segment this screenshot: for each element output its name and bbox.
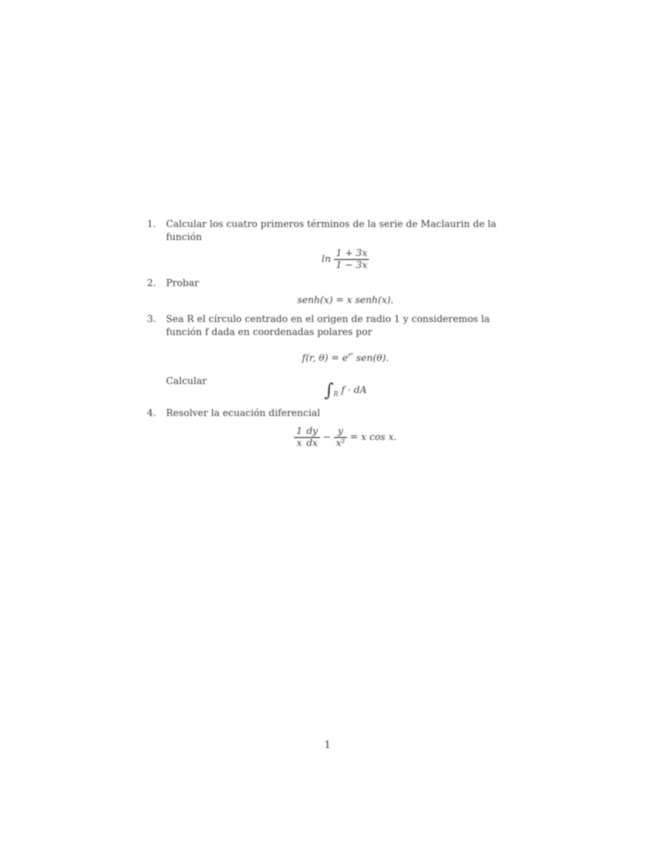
- exercise-list: [147, 218, 525, 455]
- exercise-2: [147, 277, 525, 307]
- fraction: [304, 426, 319, 449]
- exercise-text: Resolver la ecuación diferencial: [166, 408, 321, 420]
- numerator: 1 + 3x: [335, 248, 368, 259]
- exercise-text: Sea R el círculo centrado en el origen de radio 1 y consideremos la función f dada en coordenadas polares por: [166, 314, 490, 338]
- integral-domain: R: [333, 391, 339, 399]
- denominator: 1 − 3x: [335, 260, 368, 271]
- equation-superscript: r²: [347, 352, 354, 359]
- exercise-number: 1.: [147, 219, 157, 230]
- numerator: dy: [306, 426, 318, 438]
- equation: [166, 349, 525, 365]
- equation-main: f(r, θ) = e: [302, 353, 348, 365]
- equation-prefix: ln: [321, 254, 331, 265]
- exercise-text: Probar: [166, 278, 199, 289]
- exercise-1: [147, 218, 525, 271]
- exercise-number: 4.: [147, 408, 157, 420]
- equation-rhs: = x cos x.: [350, 432, 397, 444]
- equation: [166, 426, 525, 449]
- exercise-note: Calcular: [166, 376, 207, 388]
- fraction: [334, 248, 369, 271]
- integrand: f · dA: [341, 385, 367, 397]
- fraction: [294, 426, 304, 449]
- denominator: x²: [335, 438, 345, 450]
- minus-sign: −: [322, 432, 331, 444]
- equation-tail: sen(θ).: [353, 353, 389, 365]
- denominator: dx: [306, 438, 318, 450]
- denominator: x: [296, 438, 302, 450]
- exercise-3: [147, 313, 525, 401]
- integral-sign: ∫: [324, 380, 334, 402]
- numerator: 1: [296, 426, 303, 438]
- equation: [166, 248, 525, 271]
- exercise-4: [147, 407, 525, 449]
- page-number: 1: [324, 740, 331, 751]
- exercise-number: 2.: [147, 278, 157, 289]
- equation: senh(x) = x senh(x).: [297, 295, 394, 306]
- fraction: [334, 426, 347, 449]
- numerator: y: [334, 426, 347, 438]
- exercise-number: 3.: [147, 314, 157, 325]
- exercise-text: Calcular los cuatro primeros términos de la serie de Maclaurin de la función: [166, 219, 497, 243]
